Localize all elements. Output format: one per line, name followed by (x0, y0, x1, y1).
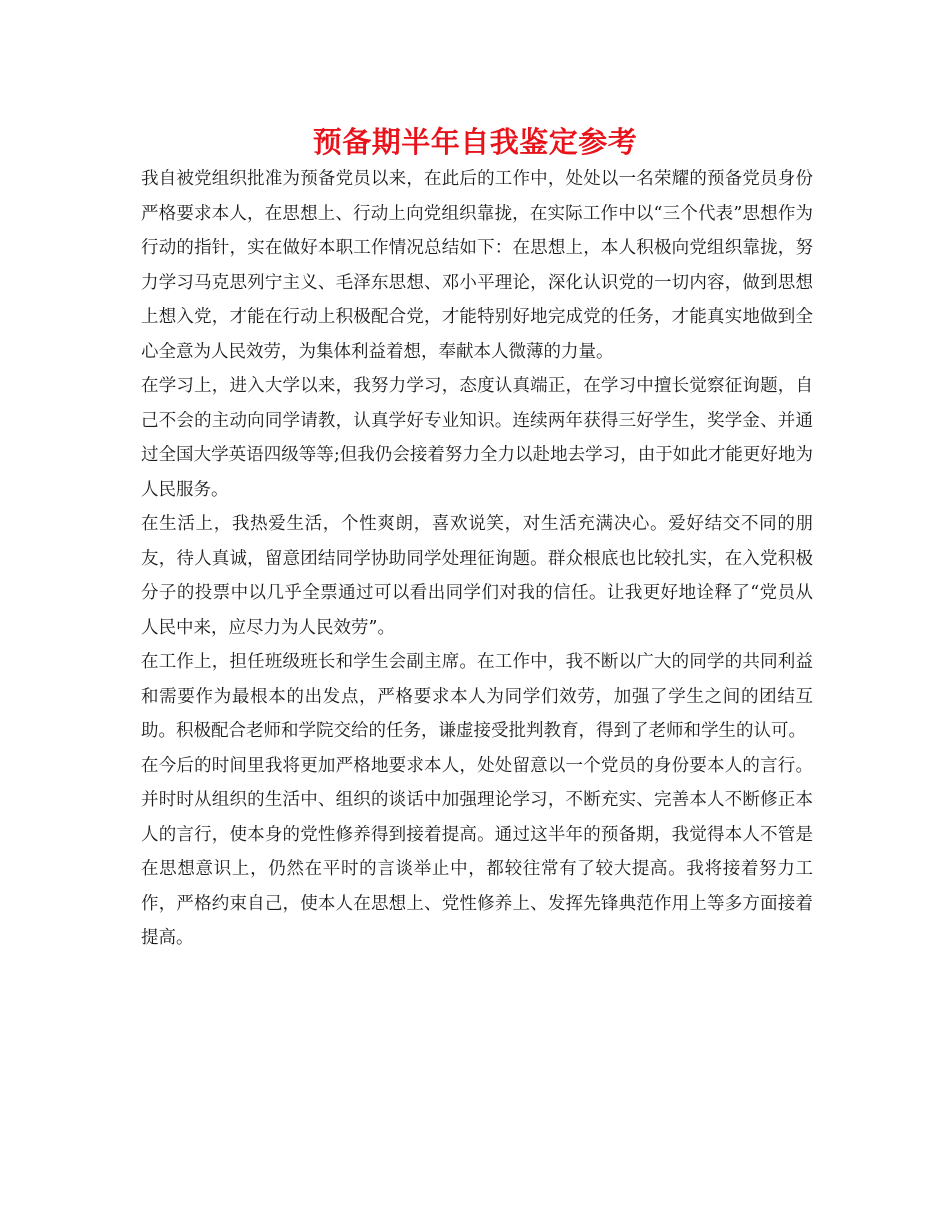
document-title: 预备期半年自我鉴定参考 (312, 125, 638, 159)
paragraph-work: 在工作上，担任班级班长和学生会副主席。在工作中，我不断以广大的同学的共同利益和需要作为最根本的出发点，严格要求本人为同学们效劳，加强了学生之间的团结互助。积极配合老师和学院交给的任务，谦虚接受批判教育，得到了老师和学生的认可。 (141, 652, 813, 741)
paragraph-study: 在学习上，进入大学以来，我努力学习，态度认真端正，在学习中擅长觉察征询题，自己不会的主动向同学请教，认真学好专业知识。连续两年获得三好学生，奖学金、并通过全国大学英语四级等等;但我仍会接着努力全力以赴地去学习，由于如此才能更好地为人民服务。 (141, 376, 813, 500)
paragraph-future: 在今后的时间里我将更加严格地要求本人，处处留意以一个党员的身份要本人的言行。并时时从组织的生活中、组织的谈话中加强理论学习，不断充实、完善本人不断修正本人的言行，使本身的党性修养得到接着提高。通过这半年的预备期，我觉得本人不管是在思想意识上，仍然在平时的言谈举止中，都较往常有了较大提高。我将接着努力工作，严格约束自己，使本人在思想上、党性修养上、发挥先锋典范作用上等多方面接着提高。 (141, 755, 813, 948)
paragraph-life: 在生活上，我热爱生活，个性爽朗，喜欢说笑，对生活充满决心。爱好结交不同的朋友，待人真诚，留意团结同学协助同学处理征询题。群众根底也比较扎实，在入党积极分子的投票中以几乎全票通过可以看出同学们对我的信任。让我更好地诠释了“党员从人民中来，应尽力为人民效劳”。 (141, 514, 813, 638)
paragraph-intro: 我自被党组织批准为预备党员以来，在此后的工作中，处处以一名荣耀的预备党员身份严格要求本人，在思想上、行动上向党组织靠拢，在实际工作中以“三个代表”思想作为行动的指针，实在做好本职工作情况总结如下：在思想上，本人积极向党组织靠拢，努力学习马克思列宁主义、毛泽东思想、邓小平理论，深化认识党的一切内容，做到思想上想入党，才能在行动上积极配合党，才能特别好地完成党的任务，才能真实地做到全心全意为人民效劳，为集体利益着想，奉献本人微薄的力量。 (141, 169, 813, 362)
document-body (141, 162, 813, 956)
